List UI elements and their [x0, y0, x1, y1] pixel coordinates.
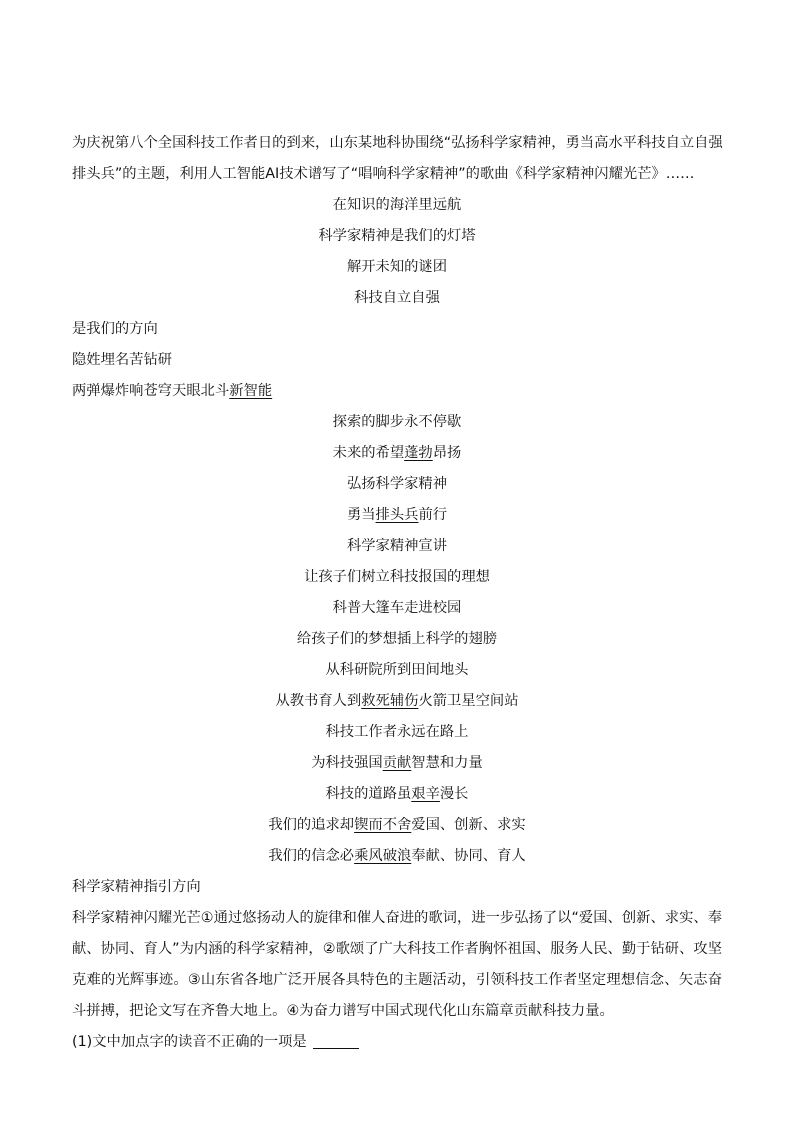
- lyric-line: 科技自立自强: [354, 290, 440, 306]
- underlined-word: 蓬勃: [404, 445, 433, 461]
- question-line: [72, 1027, 722, 1058]
- underlined-word: 锲而不舍: [354, 817, 412, 833]
- lyric-line: [72, 779, 722, 810]
- lyric-line: 给孩子们的梦想插上科学的翅膀: [296, 631, 498, 647]
- lyric-text: 火箭卫星空间站: [418, 693, 519, 709]
- lyric-text: 两弹爆炸响苍穹天眼北斗: [72, 383, 230, 399]
- lyric-line: 隐姓埋名苦钻研: [72, 352, 173, 368]
- passage-paragraph: 科学家精神闪耀光芒①通过悠扬动人的旋律和催人奋进的歌词，进一步弘扬了以“爱国、创新、求实、奉献、协同、育人”为内涵的科学家精神，②歌颂了广大科技工作者胸怀祖国、服务人民、勤于钻研、攻坚克难的光辉事迹。③山东省各地广泛开展各具特色的主题活动，引领科技工作者坚定理想信念、矢志奋斗拼搏，把论文写在齐鲁大地上。④为奋力谱写中国式现代化山东篇章贡献科技力量。: [72, 910, 722, 1019]
- lyric-line: [72, 841, 722, 872]
- underlined-word: 新智能: [229, 383, 273, 399]
- lyric-text: 我们的追求却: [268, 817, 355, 833]
- underlined-word: 排头兵: [375, 507, 419, 523]
- underlined-word: 贡献: [382, 755, 412, 771]
- lyric-text: 漫长: [439, 786, 469, 802]
- lyric-text: 科技的道路虽: [325, 786, 412, 802]
- lyric-line: 是我们的方向: [72, 321, 158, 337]
- lyric-text: 前行: [418, 507, 448, 523]
- lyric-line: [72, 748, 722, 779]
- lyric-line: 科普大篷车走进校园: [332, 600, 462, 616]
- lyric-line: 科学家精神是我们的灯塔: [318, 228, 476, 244]
- lyric-line: 在知识的海洋里远航: [332, 197, 462, 213]
- lyric-text: 勇当: [346, 507, 376, 523]
- lyric-line: 科学家精神宣讲: [346, 538, 448, 554]
- lyric-line: [72, 686, 722, 717]
- lyric-text: 昂扬: [432, 445, 462, 461]
- lyric-line: 解开未知的谜团: [346, 259, 448, 275]
- lyric-text: 我们的信念必: [268, 848, 355, 864]
- lyric-line: 让孩子们树立科技报国的理想: [304, 569, 490, 585]
- lyric-text: 为科技强国: [311, 755, 383, 771]
- underlined-word: 救死辅伤: [361, 693, 419, 709]
- lyric-line: [72, 810, 722, 841]
- lyric-text: 未来的希望: [332, 445, 405, 461]
- lyric-text: 奉献、协同、育人: [411, 848, 526, 864]
- intro-line-2: 排头兵”的主题，利用人工智能AI技术谱写了“唱响科学家精神”的歌曲《科学家精神闪耀光芒》……: [72, 166, 695, 182]
- intro-line-1: 为庆祝第八个全国科技工作者日的到来，山东某地科协围绕“弘扬科学家精神，勇当高水平科技自立自强: [72, 135, 723, 151]
- lyric-text: 爱国、创新、求实: [411, 817, 526, 833]
- underlined-word: 乘风破浪: [354, 848, 412, 864]
- document-content: [72, 128, 722, 1058]
- underlined-word: 艰辛: [411, 786, 440, 802]
- question-text: (1)文中加点字的读音不正确的一项是: [72, 1034, 307, 1050]
- lyric-text: 从教书育人到: [275, 693, 362, 709]
- lyric-line: 探索的脚步永不停歇: [332, 414, 462, 430]
- lyric-line: 科学家精神指引方向: [72, 879, 201, 895]
- lyric-line: [72, 500, 722, 531]
- lyric-line: [72, 438, 722, 469]
- lyric-line: 弘扬科学家精神: [346, 476, 448, 492]
- lyric-line: 科技工作者永远在路上: [325, 724, 469, 740]
- lyric-line: 从科研院所到田间地头: [325, 662, 469, 678]
- lyric-line: [72, 376, 722, 407]
- lyric-text: 智慧和力量: [411, 755, 483, 771]
- answer-blank[interactable]: [313, 1032, 359, 1049]
